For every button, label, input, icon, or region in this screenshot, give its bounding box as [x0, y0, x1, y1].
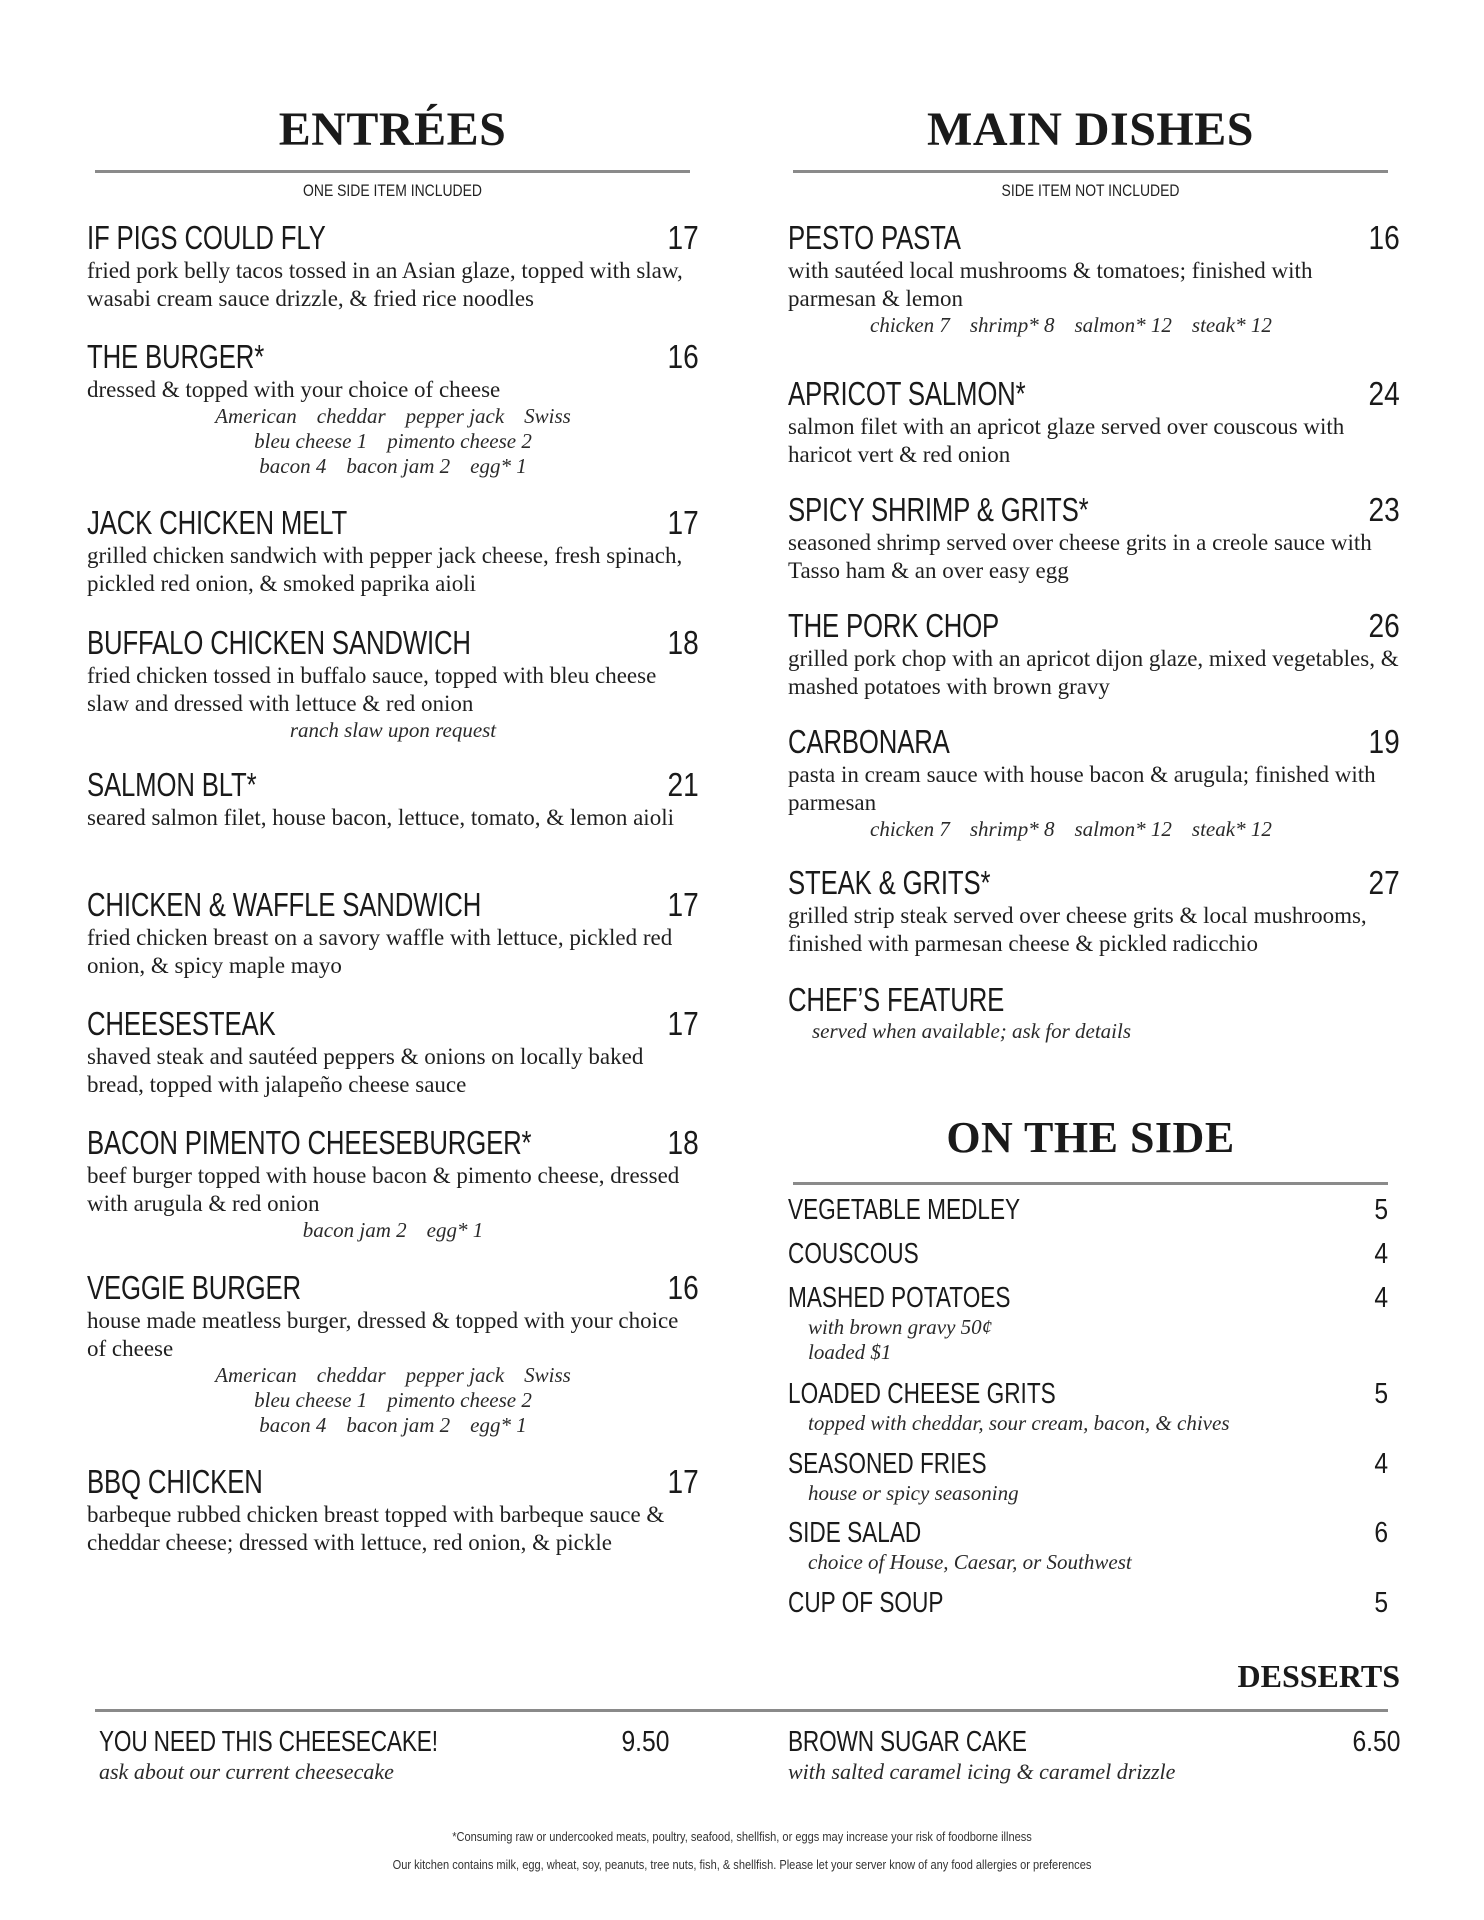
entree-name: CHEESESTEAK: [87, 1005, 276, 1042]
side-price: 6: [1374, 1517, 1388, 1549]
main-dish-note: served when available; ask for details: [812, 1019, 1132, 1043]
entree-name: VEGGIE BURGER: [87, 1269, 301, 1306]
entree-item: [87, 886, 699, 980]
on-the-side-title: ON THE SIDE: [946, 1113, 1235, 1162]
side-name: CUP OF SOUP: [788, 1587, 944, 1619]
entree-price: 17: [667, 219, 699, 256]
entree-name: THE BURGER*: [87, 338, 265, 375]
entree-description: fried chicken tossed in buffalo sauce, topped with bleu cheese slaw and dressed with lettuce & red onion: [87, 663, 657, 716]
option: salmon* 12: [1074, 817, 1172, 841]
side-price: 5: [1374, 1194, 1388, 1226]
side-item: [788, 1447, 1388, 1506]
cheese-options: [87, 404, 699, 479]
entree-price: 17: [667, 504, 699, 541]
dessert-name: BROWN SUGAR CAKE: [788, 1726, 1027, 1758]
entree-name: CHICKEN & WAFFLE SANDWICH: [87, 886, 482, 923]
food-safety-disclaimer: *Consuming raw or undercooked meats, poultry, seafood, shellfish, or eggs may increase your risk of foodborne illness: [452, 1829, 1032, 1844]
main-dish-description: salmon filet with an apricot glaze served over couscous with haricot vert & red onion: [788, 414, 1345, 467]
entree-price: 16: [667, 338, 699, 375]
entree-description: fried chicken breast on a savory waffle with lettuce, pickled red onion, & spicy maple mayo: [87, 925, 673, 978]
main-dish-price: 27: [1368, 864, 1400, 901]
entree-description: beef burger topped with house bacon & pimento cheese, dressed with arugula & red onion: [87, 1163, 680, 1216]
main-dish-description: grilled pork chop with an apricot dijon glaze, mixed vegetables, & mashed potatoes with brown gravy: [788, 646, 1399, 699]
entree-description: barbeque rubbed chicken breast topped with barbeque sauce & cheddar cheese; dressed with lettuce, red onion, & pickle: [87, 1502, 665, 1555]
entree-price: 21: [667, 766, 699, 803]
entree-note: ranch slaw upon request: [289, 718, 497, 742]
entree-description: seared salmon filet, house bacon, lettuce, tomato, & lemon aioli: [87, 805, 674, 830]
option: pimento cheese 2: [387, 429, 532, 453]
main-dish-name: PESTO PASTA: [788, 219, 961, 256]
option: shrimp* 8: [969, 313, 1055, 337]
entree-price: 17: [667, 1463, 699, 1500]
side-name: LOADED CHEESE GRITS: [788, 1378, 1056, 1410]
dessert-price: 9.50: [621, 1726, 669, 1758]
option: pepper jack: [405, 404, 505, 428]
side-item: [788, 1516, 1388, 1575]
side-name: MASHED POTATOES: [788, 1282, 1011, 1314]
main-dish-name: CARBONARA: [788, 723, 950, 760]
main-dish-price: 24: [1368, 375, 1400, 412]
option: chicken 7: [870, 313, 950, 337]
entree-price: 18: [667, 1124, 699, 1161]
option: salmon* 12: [1074, 313, 1172, 337]
entree-name: JACK CHICKEN MELT: [87, 504, 348, 541]
entree-item: [87, 338, 699, 479]
option: pepper jack: [405, 1363, 505, 1387]
side-note: with brown gravy 50¢: [808, 1315, 993, 1339]
main-dish-name: THE PORK CHOP: [788, 607, 1000, 644]
side-item: [788, 1281, 1388, 1365]
entree-price: 16: [667, 1269, 699, 1306]
entree-price: 17: [667, 886, 699, 923]
side-name: VEGETABLE MEDLEY: [788, 1194, 1021, 1226]
entrees-subtitle: ONE SIDE ITEM INCLUDED: [303, 181, 482, 200]
option: egg* 1: [426, 1218, 484, 1242]
entree-item: [87, 766, 699, 832]
main-dish-description: with sautéed local mushrooms & tomatoes; finished with parmesan & lemon: [788, 258, 1313, 311]
option: American: [215, 1363, 297, 1387]
entree-item: [87, 624, 699, 743]
option: pimento cheese 2: [387, 1388, 532, 1412]
main-dish-description: grilled strip steak served over cheese grits & local mushrooms, finished with parmesan cheese & pickled radicchio: [788, 903, 1367, 956]
entree-item: [87, 1005, 699, 1099]
dessert-item: [99, 1725, 669, 1784]
option: bacon 4: [259, 1413, 327, 1437]
main-dishes-title: MAIN DISHES: [927, 103, 1254, 156]
option: chicken 7: [870, 817, 950, 841]
side-price: 5: [1374, 1587, 1388, 1619]
main-dish-name: CHEF’S FEATURE: [788, 981, 1005, 1018]
entree-description: grilled chicken sandwich with pepper jack cheese, fresh spinach, pickled red onion, & smoked paprika aioli: [87, 543, 683, 596]
entree-name: BUFFALO CHICKEN SANDWICH: [87, 624, 471, 661]
main-dish-name: APRICOT SALMON*: [788, 375, 1026, 412]
desserts-divider: [95, 1709, 1388, 1712]
entree-description: dressed & topped with your choice of cheese: [87, 377, 501, 402]
entree-description: shaved steak and sautéed peppers & onions on locally baked bread, topped with jalapeño cheese sauce: [87, 1044, 644, 1097]
option: cheddar: [316, 404, 386, 428]
main-dish-name: STEAK & GRITS*: [788, 864, 991, 901]
option: bleu cheese 1: [254, 429, 368, 453]
side-name: SIDE SALAD: [788, 1517, 922, 1549]
side-name: COUSCOUS: [788, 1238, 919, 1270]
main-dish-description: pasta in cream sauce with house bacon & arugula; finished with parmesan: [788, 762, 1376, 815]
add-on-options: [87, 1218, 699, 1243]
option: bacon jam 2: [346, 1413, 451, 1437]
side-note: topped with cheddar, sour cream, bacon, & chives: [808, 1411, 1230, 1435]
entree-item: [87, 504, 699, 598]
side-item: [788, 1193, 1388, 1227]
main-dish-price: 16: [1368, 219, 1400, 256]
side-note: house or spicy seasoning: [808, 1481, 1019, 1505]
option: bacon jam 2: [346, 454, 451, 478]
desserts-title: DESSERTS: [1237, 1658, 1400, 1694]
option: steak* 12: [1191, 313, 1272, 337]
entree-price: 18: [667, 624, 699, 661]
dessert-description: ask about our current cheesecake: [99, 1759, 394, 1784]
side-name: SEASONED FRIES: [788, 1448, 987, 1480]
option: bacon 4: [259, 454, 327, 478]
option: steak* 12: [1191, 817, 1272, 841]
main-dish-name: SPICY SHRIMP & GRITS*: [788, 491, 1089, 528]
side-item: [788, 1377, 1388, 1436]
main-dish-description: seasoned shrimp served over cheese grits in a creole sauce with Tasso ham & an over easy egg: [788, 530, 1372, 583]
entree-name: BACON PIMENTO CHEESEBURGER*: [87, 1124, 532, 1161]
side-price: 4: [1374, 1282, 1388, 1314]
entree-item: [87, 1463, 699, 1557]
sides-list: [788, 0, 1388, 1640]
option: cheddar: [316, 1363, 386, 1387]
entree-name: IF PIGS COULD FLY: [87, 219, 326, 256]
side-price: 4: [1374, 1448, 1388, 1480]
dessert-description: with salted caramel icing & caramel drizzle: [788, 1759, 1176, 1784]
main-dish-price: 19: [1368, 723, 1400, 760]
entree-name: SALMON BLT*: [87, 766, 257, 803]
side-item: [788, 1586, 1388, 1620]
entree-item: [87, 219, 699, 313]
allergen-notice: Our kitchen contains milk, egg, wheat, soy, peanuts, tree nuts, fish, & shellfish. Please let your server know of any food allergies or preferences: [392, 1857, 1092, 1872]
option: egg* 1: [470, 1413, 527, 1437]
option: Swiss: [524, 1363, 571, 1387]
dessert-item: [788, 1725, 1400, 1784]
option: bleu cheese 1: [254, 1388, 368, 1412]
side-price: 5: [1374, 1378, 1388, 1410]
main-dish-price: 23: [1368, 491, 1400, 528]
entree-item: [87, 1269, 699, 1438]
entrees-title: ENTRÉES: [278, 103, 507, 156]
option: bacon jam 2: [302, 1218, 407, 1242]
option: American: [215, 404, 297, 428]
entrees-list: [87, 0, 699, 1620]
main-dish-price: 26: [1368, 607, 1400, 644]
entree-item: [87, 1124, 699, 1243]
entree-name: BBQ CHICKEN: [87, 1463, 263, 1500]
cheese-options: [87, 1363, 699, 1438]
option: egg* 1: [470, 454, 527, 478]
option: Swiss: [524, 404, 571, 428]
side-note: choice of House, Caesar, or Southwest: [808, 1550, 1132, 1574]
dessert-name: YOU NEED THIS CHEESECAKE!: [99, 1726, 438, 1758]
main-dishes-subtitle: SIDE ITEM NOT INCLUDED: [1001, 181, 1180, 200]
entree-price: 17: [667, 1005, 699, 1042]
side-price: 4: [1374, 1238, 1388, 1270]
entree-description: fried pork belly tacos tossed in an Asian glaze, topped with slaw, wasabi cream sauce drizzle, & fried rice noodles: [87, 258, 683, 311]
side-item: [788, 1237, 1388, 1271]
option: shrimp* 8: [969, 817, 1055, 841]
entree-description: house made meatless burger, dressed & topped with your choice of cheese: [87, 1308, 679, 1361]
dessert-price: 6.50: [1352, 1726, 1400, 1758]
side-note: loaded $1: [808, 1340, 892, 1364]
